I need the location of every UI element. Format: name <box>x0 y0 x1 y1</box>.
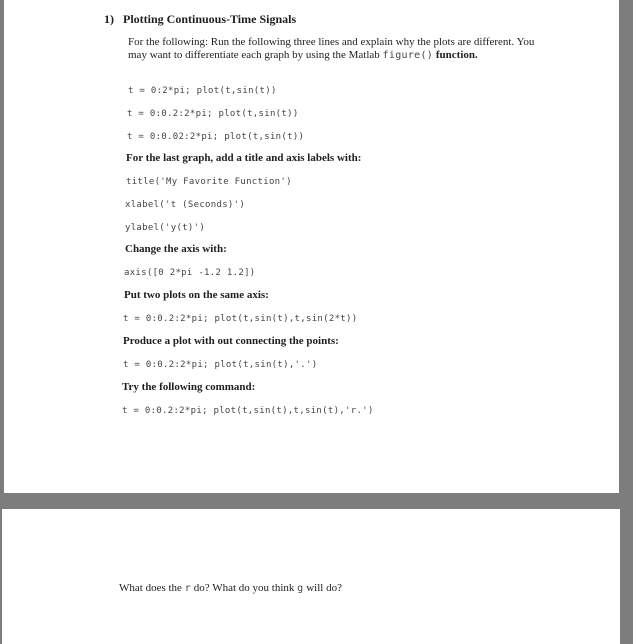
code-xlabel: xlabel('t (Seconds)') <box>125 200 246 210</box>
question-part-3: will do? <box>306 582 342 594</box>
question-code-r: r <box>184 583 192 594</box>
intro-suffix: function. <box>435 49 478 61</box>
intro-text: For the following: Run the following three lines and explain why the plots are different. You may want to differentiate each graph by using the Matlab <box>128 36 535 61</box>
text-title-instruction: For the last graph, add a title and axis labels with: <box>126 152 362 164</box>
code-axis: axis([0 2*pi -1.2 1.2]) <box>124 268 256 278</box>
document-page-2 <box>2 509 620 644</box>
intro-paragraph <box>128 36 548 62</box>
intro-code: figure() <box>382 50 434 61</box>
code-ylabel: ylabel('y(t)') <box>125 223 206 233</box>
code-line-1: t = 0:2*pi; plot(t,sin(t)) <box>128 86 277 96</box>
code-line-3: t = 0:0.02:2*pi; plot(t,sin(t)) <box>127 132 305 142</box>
code-title: title('My Favorite Function') <box>126 177 292 187</box>
text-axis-instruction: Change the axis with: <box>125 243 227 255</box>
text-no-connect-instruction: Produce a plot with out connecting the points: <box>123 335 339 347</box>
code-two-plots: t = 0:0.2:2*pi; plot(t,sin(t),t,sin(2*t)) <box>123 314 358 324</box>
code-line-2: t = 0:0.2:2*pi; plot(t,sin(t)) <box>127 109 299 119</box>
question-part-2: do? What do you think <box>193 582 295 594</box>
section-heading <box>104 12 296 27</box>
heading-number: 1) <box>104 12 114 26</box>
code-no-connect: t = 0:0.2:2*pi; plot(t,sin(t),'.') <box>123 360 318 370</box>
text-try-instruction: Try the following command: <box>122 381 256 393</box>
text-two-plots-instruction: Put two plots on the same axis: <box>124 289 269 301</box>
question-part-1: What does the <box>119 582 182 594</box>
heading-title: Plotting Continuous-Time Signals <box>123 12 297 26</box>
question-line <box>119 582 342 594</box>
question-code-g: g <box>297 583 304 594</box>
document-page-1 <box>4 0 619 493</box>
code-try: t = 0:0.2:2*pi; plot(t,sin(t),t,sin(t),'r.') <box>122 406 374 416</box>
